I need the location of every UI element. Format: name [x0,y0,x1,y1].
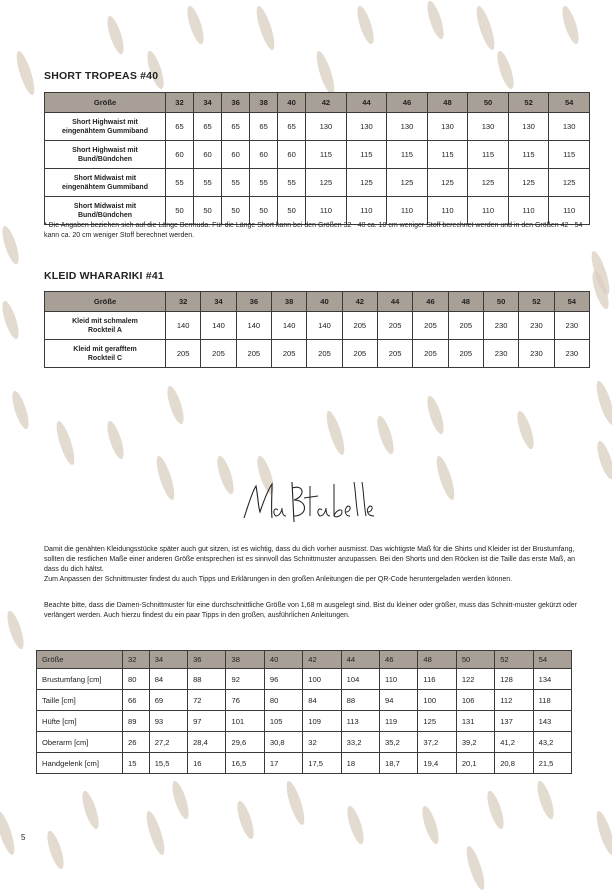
table-cell: 115 [387,141,428,169]
table-cell: 130 [346,113,387,141]
table-cell: 60 [222,141,250,169]
table-cell: 55 [166,169,194,197]
row-label-line-1: Short Highwaist mit [72,118,138,126]
table-cell: 106 [456,690,494,711]
table-cell: 113 [341,711,379,732]
table-cell: 205 [342,340,377,368]
table-cell: 97 [188,711,226,732]
table-cell: 205 [166,340,201,368]
table-cell: 110 [380,669,418,690]
table-cell: 205 [448,340,483,368]
size-column-header: 36 [188,651,226,669]
size-column-header: 50 [456,651,494,669]
table-cell: 205 [271,340,306,368]
size-column-header: 52 [508,93,549,113]
size-column-header: 40 [264,651,302,669]
table-row [45,312,590,340]
table-cell: 110 [427,197,468,225]
masstabelle-handwritten-logo [238,478,378,528]
table-cell: 140 [236,312,271,340]
table-cell: 28,4 [188,732,226,753]
table-cell: 110 [306,197,347,225]
table-cell: 130 [427,113,468,141]
table-cell: 19,4 [418,753,456,774]
size-header: Größe [37,651,123,669]
table-row [45,340,590,368]
table-cell: 43,2 [533,732,571,753]
row-label-line-2: eingenähtem Gummiband [62,183,148,191]
table-cell: 230 [483,312,518,340]
table-cell: 92 [226,669,264,690]
table-cell: 230 [554,312,589,340]
table-cell: 27,2 [149,732,187,753]
size-column-header: 34 [149,651,187,669]
size-column-header: 32 [166,93,194,113]
table-row [37,732,572,753]
size-column-header: 40 [307,292,342,312]
table-cell: 16,5 [226,753,264,774]
table-cell: 101 [226,711,264,732]
table-cell: 80 [123,669,150,690]
table-cell: 60 [166,141,194,169]
table-cell: 55 [222,169,250,197]
table-cell: 115 [306,141,347,169]
size-column-header: 48 [448,292,483,312]
table-cell: 125 [549,169,590,197]
size-column-header: 38 [271,292,306,312]
table-cell: 118 [533,690,571,711]
size-column-header: 48 [427,93,468,113]
size-column-header: 42 [303,651,341,669]
size-header: Größe [45,93,166,113]
table-row [37,690,572,711]
table-cell: 137 [495,711,533,732]
short-tropeas-table [44,92,590,225]
table-cell: 130 [549,113,590,141]
table-cell: 104 [341,669,379,690]
table-cell: 20,8 [495,753,533,774]
table-cell: 115 [346,141,387,169]
size-column-header: 44 [346,93,387,113]
table-cell: 140 [271,312,306,340]
row-label-line-1: Short Midwaist mit [73,174,137,182]
table-cell: 130 [508,113,549,141]
size-column-header: 44 [377,292,412,312]
table-cell: 109 [303,711,341,732]
row-label [45,169,166,197]
size-column-header: 54 [549,93,590,113]
size-column-header: 38 [226,651,264,669]
size-column-header: 34 [194,93,222,113]
table-cell: 110 [549,197,590,225]
table-cell: 230 [519,312,554,340]
table-cell: 18 [341,753,379,774]
table-cell: 125 [387,169,428,197]
table-cell: 122 [456,669,494,690]
size-column-header: 46 [387,93,428,113]
table-cell: 65 [222,113,250,141]
table-cell: 205 [236,340,271,368]
table-cell: 39,2 [456,732,494,753]
size-column-header: 50 [468,93,509,113]
table-header-row [37,651,572,669]
table-cell: 55 [194,169,222,197]
table-cell: 16 [188,753,226,774]
table-cell: 26 [123,732,150,753]
table-cell: 41,2 [495,732,533,753]
size-column-header: 40 [278,93,306,113]
row-label: Taille [cm] [37,690,123,711]
table-cell: 143 [533,711,571,732]
table-cell: 50 [166,197,194,225]
size-column-header: 46 [380,651,418,669]
table-cell: 35,2 [380,732,418,753]
table-cell: 100 [303,669,341,690]
size-column-header: 32 [123,651,150,669]
table-cell: 105 [264,711,302,732]
row-label-line-2: Bund/Bündchen [77,155,133,163]
row-label: Oberarm [cm] [37,732,123,753]
row-label: Brustumfang [cm] [37,669,123,690]
table-cell: 89 [123,711,150,732]
table-cell: 140 [166,312,201,340]
short-tropeas-title: SHORT TROPEAS #40 [44,70,159,82]
table-cell: 100 [418,690,456,711]
table-cell: 30,8 [264,732,302,753]
table-cell: 131 [456,711,494,732]
size-column-header: 44 [341,651,379,669]
row-label [45,340,166,368]
table-cell: 76 [226,690,264,711]
table-cell: 84 [303,690,341,711]
table-cell: 88 [188,669,226,690]
table-cell: 130 [468,113,509,141]
table-cell: 65 [166,113,194,141]
table-row [45,169,590,197]
table-row [37,711,572,732]
table-cell: 110 [346,197,387,225]
table-cell: 205 [342,312,377,340]
table-header-row [45,292,590,312]
table-cell: 205 [307,340,342,368]
row-label-line-1: Short Midwaist mit [73,202,137,210]
table-cell: 93 [149,711,187,732]
table-cell: 110 [508,197,549,225]
table-cell: 205 [377,340,412,368]
table-cell: 84 [149,669,187,690]
row-label-line-2: Bund/Bündchen [77,211,133,219]
table-cell: 50 [194,197,222,225]
intro-paragraph-3: Beachte bitte, dass die Damen-Schnittmuster für eine durchschnittliche Größe von 1,68 m ausgelegt sind. Bist du kleiner oder größer, muss das Schnitt-muster gekürzt oder verlängert werden. Auch hierzu findest du ein paar Tipps in den großen, ausführlichen Anleitungen. [44,602,578,619]
table-cell: 50 [222,197,250,225]
table-cell: 60 [278,141,306,169]
size-column-header: 42 [342,292,377,312]
table-cell: 66 [123,690,150,711]
table-cell: 119 [380,711,418,732]
row-label-line-1: Kleid mit schmalem [72,317,138,325]
intro-paragraph-1: Damit die genähten Kleidungsstücke später auch gut sitzen, ist es wichtig, dass du dich vorher ausmisst. Das wichtigste Maß für die Shirts und Kleider ist der Brustumfang, sollten die restlichen Maße einer anderen Größe entsprechen ist es sinnvoll das Schnittmuster anzupassen. Bei den Shorts und den Röcken ist die Taille das erste Maß, an dass du dich hältst. [44,546,575,573]
table-cell: 94 [380,690,418,711]
table-cell: 33,2 [341,732,379,753]
table-cell: 140 [201,312,236,340]
table-cell: 205 [201,340,236,368]
table-cell: 60 [194,141,222,169]
table-cell: 125 [468,169,509,197]
kleid-whorariki-table [44,291,590,368]
table-row [45,113,590,141]
table-cell: 130 [387,113,428,141]
table-cell: 65 [278,113,306,141]
table-cell: 37,2 [418,732,456,753]
table-cell: 15 [123,753,150,774]
size-column-header: 50 [483,292,518,312]
table-cell: 50 [278,197,306,225]
masstabelle-script-heading [238,478,378,528]
table-cell: 128 [495,669,533,690]
size-column-header: 54 [554,292,589,312]
table-cell: 125 [306,169,347,197]
table-cell: 60 [250,141,278,169]
table-cell: 17,5 [303,753,341,774]
table-cell: 125 [508,169,549,197]
size-column-header: 52 [519,292,554,312]
table-cell: 205 [448,312,483,340]
table-cell: 110 [387,197,428,225]
table-cell: 18,7 [380,753,418,774]
table-cell: 15,5 [149,753,187,774]
table-cell: 112 [495,690,533,711]
size-column-header: 34 [201,292,236,312]
fabric-note: * Die Angaben beziehen sich auf die Länge Bermuda. Für die Länge Short kann bei den Größen 32 - 40 ca. 10 cm weniger Stoff berechnet werden und in den Größen 42 - 54 kann ca. 20 cm weniger Stoff berechnet werden. [44,222,583,239]
row-label: Handgelenk [cm] [37,753,123,774]
size-column-header: 52 [495,651,533,669]
size-column-header: 36 [222,93,250,113]
size-column-header: 48 [418,651,456,669]
size-header: Größe [45,292,166,312]
table-cell: 130 [306,113,347,141]
row-label-line-1: Short Highwaist mit [72,146,138,154]
intro-paragraph-2: Zum Anpassen der Schnittmuster findest du auch Tipps und Erklärungen in den großen Anleitungen die per QR-Code heruntergeladen werden können. [44,576,513,583]
table-header-row [45,93,590,113]
table-cell: 140 [307,312,342,340]
table-cell: 125 [346,169,387,197]
page-number: 5 [21,833,26,842]
table-cell: 29,6 [226,732,264,753]
body-measurement-table [36,650,572,774]
table-cell: 17 [264,753,302,774]
table-cell: 205 [413,312,448,340]
row-label: Hüfte [cm] [37,711,123,732]
table-cell: 116 [418,669,456,690]
table-cell: 115 [427,141,468,169]
table-cell: 230 [554,340,589,368]
table-cell: 96 [264,669,302,690]
table-row [37,753,572,774]
table-cell: 50 [250,197,278,225]
table-cell: 65 [250,113,278,141]
table-cell: 69 [149,690,187,711]
table-cell: 230 [483,340,518,368]
size-column-header: 38 [250,93,278,113]
table-cell: 32 [303,732,341,753]
table-cell: 20,1 [456,753,494,774]
table-cell: 88 [341,690,379,711]
row-label-line-2: Rockteil A [88,326,122,334]
size-column-header: 36 [236,292,271,312]
table-cell: 205 [377,312,412,340]
table-row [45,141,590,169]
table-cell: 125 [418,711,456,732]
size-column-header: 54 [533,651,571,669]
row-label-line-2: Rockteil C [87,354,123,362]
row-label [45,141,166,169]
size-column-header: 46 [413,292,448,312]
table-cell: 65 [194,113,222,141]
row-label [45,312,166,340]
table-cell: 21,5 [533,753,571,774]
table-cell: 115 [468,141,509,169]
table-row [37,669,572,690]
size-column-header: 42 [306,93,347,113]
table-cell: 55 [278,169,306,197]
table-cell: 125 [427,169,468,197]
row-label [45,113,166,141]
row-label-line-1: Kleid mit gerafftem [73,345,137,353]
table-cell: 134 [533,669,571,690]
table-cell: 115 [549,141,590,169]
table-cell: 205 [413,340,448,368]
table-cell: 115 [508,141,549,169]
size-column-header: 32 [166,292,201,312]
table-cell: 80 [264,690,302,711]
table-cell: 55 [250,169,278,197]
table-cell: 72 [188,690,226,711]
table-cell: 110 [468,197,509,225]
kleid-whorariki-title: KLEID WHARARIKI #41 [44,270,164,282]
row-label-line-2: eingenähtem Gummiband [62,127,148,135]
table-cell: 230 [519,340,554,368]
